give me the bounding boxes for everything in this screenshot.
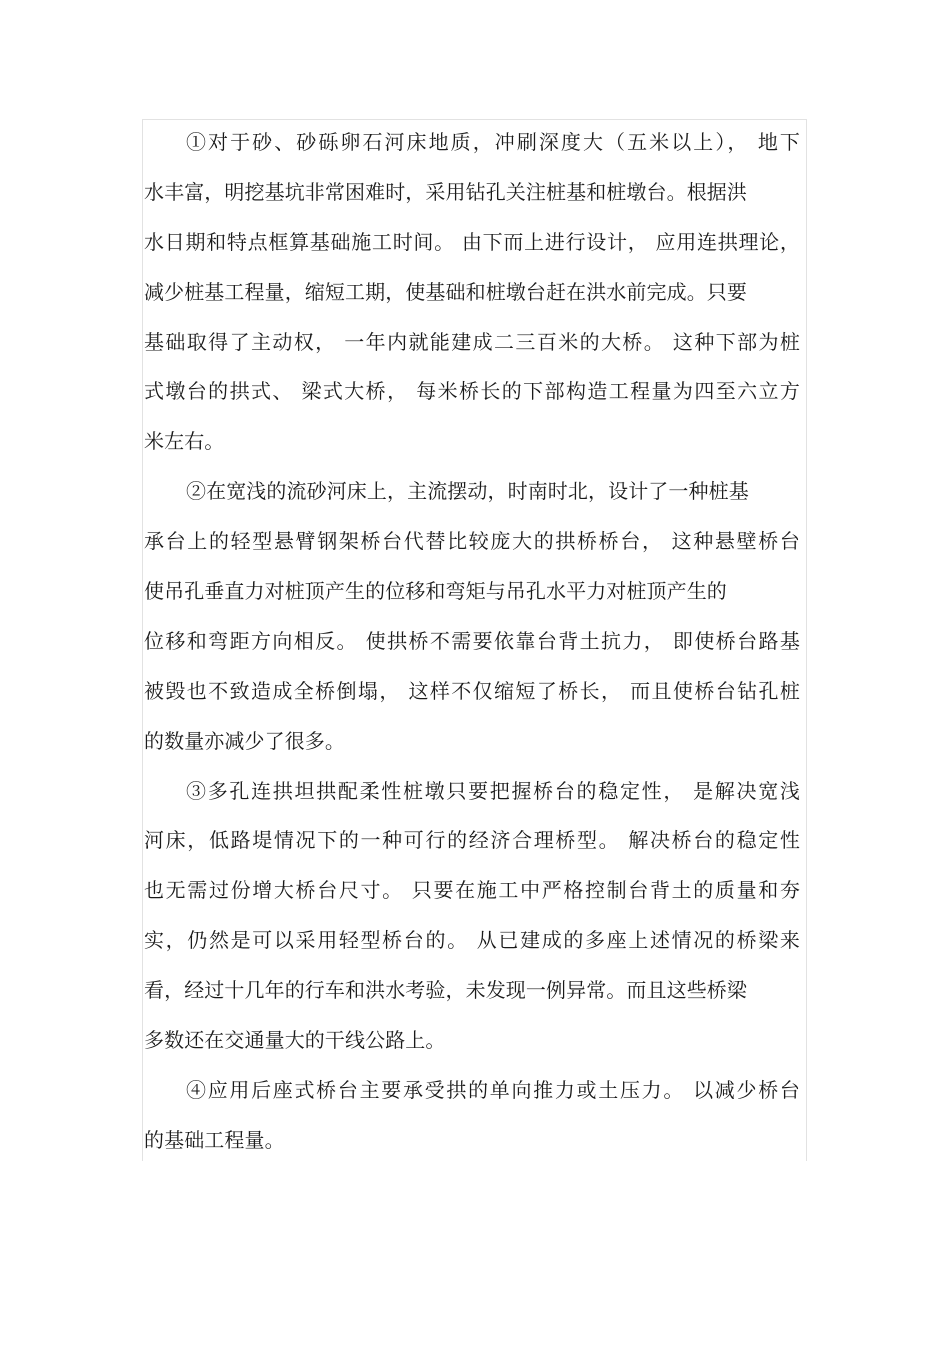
document-body — [144, 118, 800, 1166]
text-line: ④应用后座式桥台主要承受拱的单向推力或土压力。 以减少桥台 — [186, 1077, 800, 1102]
text-line: 位移和弯距方向相反。 使拱桥不需要依靠台背土抗力， 即使桥台路基 — [144, 628, 800, 653]
text-line: 米左右。 — [144, 429, 225, 454]
text-line: 的基础工程量。 — [144, 1127, 285, 1152]
text-line: 减少桩基工程量，缩短工期，使基础和桩墩台赶在洪水前完成。只要 — [144, 279, 747, 304]
text-line: ③多孔连拱坦拱配柔性桩墩只要把握桥台的稳定性， 是解决宽浅 — [186, 778, 800, 803]
text-line: 的数量亦减少了很多。 — [144, 728, 345, 753]
text-line: 也无需过份增大桥台尺寸。 只要在施工中严格控制台背土的质量和夯 — [144, 878, 800, 903]
text-line: ①对于砂、砂砾卵石河床地质，冲刷深度大（五米以上）， 地下 — [186, 130, 800, 154]
text-line: 使吊孔垂直力对桩顶产生的位移和弯矩与吊孔水平力对桩顶产生的 — [144, 579, 727, 604]
text-line: 实，仍然是可以采用轻型桥台的。 从已建成的多座上述情况的桥梁来 — [144, 928, 800, 953]
text-line: 多数还在交通量大的干线公路上。 — [144, 1028, 446, 1053]
text-line: 式墩台的拱式、 梁式大桥， 每米桥长的下部构造工程量为四至六立方 — [144, 379, 800, 404]
text-line: 基础取得了主动权， 一年内就能建成二三百米的大桥。 这种下部为桩 — [144, 329, 800, 354]
text-line: 承台上的轻型悬臂钢架桥台代替比较庞大的拱桥桥台， 这种悬壁桥台 — [144, 529, 800, 554]
text-line: 水日期和特点框算基础施工时间。 由下而上进行设计， 应用连拱理论， — [144, 229, 800, 254]
text-line: 河床，低路堤情况下的一种可行的经济合理桥型。 解决桥台的稳定性 — [144, 828, 800, 853]
text-line: 被毁也不致造成全桥倒塌， 这样不仅缩短了桥长， 而且使桥台钻孔桩 — [144, 678, 800, 703]
text-line: ②在宽浅的流砂河床上，主流摆动，时南时北，设计了一种桩基 — [186, 479, 749, 504]
text-line: 水丰富，明挖基坑非常困难时，采用钻孔关注桩基和桩墩台。根据洪 — [144, 179, 747, 204]
text-line: 看，经过十几年的行车和洪水考验，未发现一例异常。而且这些桥梁 — [144, 978, 747, 1003]
